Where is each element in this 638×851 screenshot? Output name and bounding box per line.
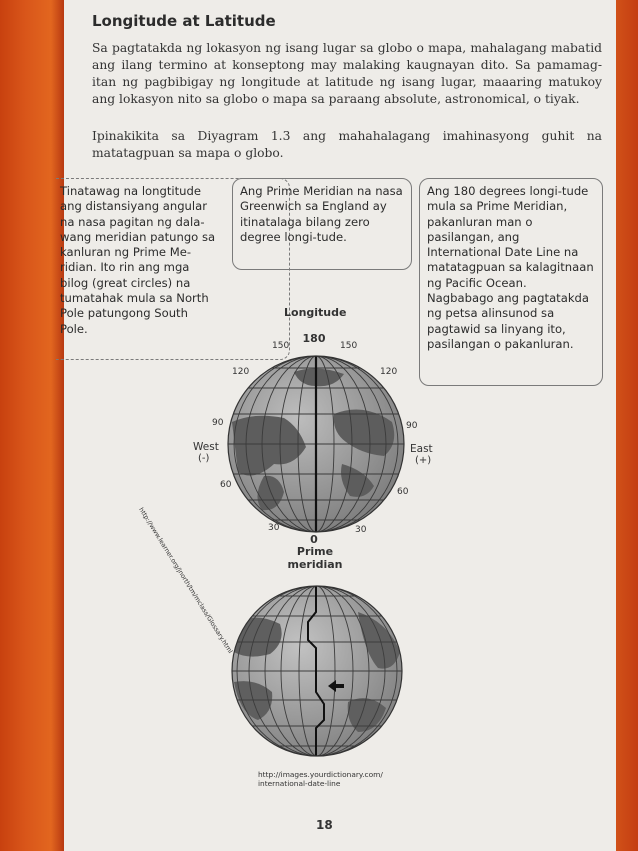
- date-line-box: [419, 178, 603, 386]
- section-heading: Longitude at Latitude: [92, 12, 276, 30]
- globe2-source-url-1: http://images.yourdictionary.com/: [258, 770, 383, 779]
- label-0: 0: [310, 533, 318, 546]
- prime-meridian-text: Ang Prime Meridian na nasa Greenwich sa England ay itinatalaga bilang zero degree longi-tude.: [240, 184, 403, 244]
- label-w60: 60: [220, 480, 232, 490]
- label-w30: 30: [268, 523, 280, 533]
- prime-label: Prime: [296, 545, 334, 558]
- longitude-globe: [224, 352, 408, 536]
- label-e120: 120: [380, 367, 398, 377]
- west-sign: (-): [198, 453, 210, 464]
- diagram-title: Longitude: [284, 306, 347, 319]
- page-number: 18: [316, 818, 333, 832]
- intro-paragraph: Sa pagtatakda ng lokasyon ng isang lugar sa globo o mapa, mahalagang mabatid ang ilang termino at konseptong may malaking kaugnayan dito. Sa pamamag-itan ng pagbibigay ng longitude at latitude ng isang lugar, maaaring matukoy ang lokasyon nito sa globo o mapa sa paraang absolute, astronomical, o tiyak.: [92, 41, 602, 106]
- globe2-source-url-2: international-date-line: [258, 779, 341, 788]
- date-line-globe: [228, 582, 406, 760]
- book-page: [60, 0, 616, 851]
- label-180: 180: [302, 332, 326, 345]
- label-w90: 90: [212, 418, 224, 428]
- label-e30: 30: [355, 525, 367, 535]
- label-w150: 150: [272, 341, 290, 351]
- east-label: East: [410, 443, 433, 455]
- longitude-definition-text: Tinatawag na longtitude ang distansiyang angular na nasa pagitan ng dala-wang meridian patungo sa kanluran ng Prime Me-ridian. Ito rin ang mga bilog (great circles) na tumatahak mula sa North Pole patungong South Pole.: [60, 184, 216, 336]
- diagram-source-url: http://www.learner.org/jnorth/tm/mclass/Glossary.html: [137, 506, 234, 655]
- west-label: West: [193, 441, 219, 453]
- prime-meridian-box: [232, 178, 412, 270]
- date-line-text: Ang 180 degrees longi-tude mula sa Prime Meridian, pakanluran man o pasilangan, ang International Date Line na matatagpuan sa kalagitnaan ng Pacific Ocean. Nagbabago ang pagtatakda ng petsa alinsunod sa pagtawid sa linyang ito, pasilangan o pakanluran.: [427, 184, 594, 351]
- diagram-intro-paragraph: Ipinakikita sa Diyagram 1.3 ang mahahalagang imahinasyong guhit na matatagpuan sa mapa o globo.: [92, 129, 602, 160]
- label-e150: 150: [340, 341, 358, 351]
- label-e90: 90: [406, 421, 418, 431]
- east-sign: (+): [415, 455, 432, 466]
- meridian-label: meridian: [287, 558, 343, 571]
- label-w120: 120: [232, 367, 250, 377]
- label-e60: 60: [397, 487, 409, 497]
